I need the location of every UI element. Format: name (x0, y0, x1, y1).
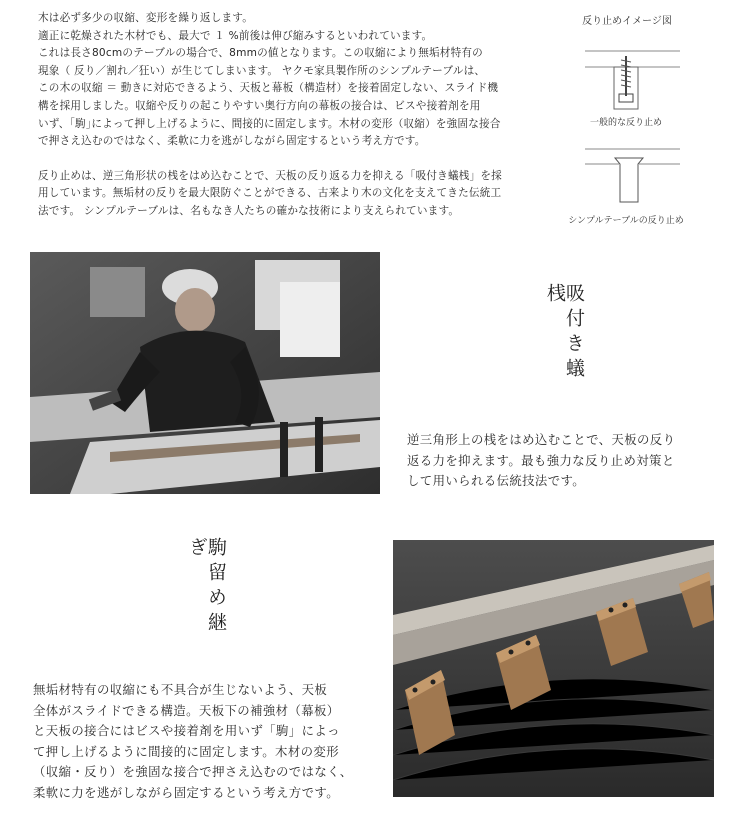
figure-title: 反り止めイメージ図 (582, 16, 672, 27)
intro-paragraph-1: 木は必ず多少の収縮、変形を繰り返します。 適正に乾燥された木材でも、最大で １ %前後は伸び縮みするといわれています。 これは長さ80cmのテーブルの場合で、8mmの値となります。この収縮により無垢材特有の 現象（ 反り／割れ／狂い）が生じてしまいます。 ヤクモ家具製作所のシンプルテーブルは、 この木の収縮 ＝ 動きに対応できるよう、天板と幕板（構造材）を接着固定しない、スライド機 構を採用しました。収縮や反りの起こりやすい奥行方向の幕板の接合は、ビスや接着剤を用 いず、｢駒｣によって押し上げるように、間接的に固定します。木材の変形（収縮）を強固な接合 で押さえ込むのではなく、柔軟に力を逃がしながら固定するという考え方です。 (38, 12, 501, 148)
section2-text: 無垢材特有の収縮にも不具合が生じないよう、天板 全体がスライドできる構造。天板下の補強材（幕板） と天板の接合にはビスや接着剤を用いず「駒」によっ て押し上げるように間接的に固定します。木材の変形 （収縮・反り）を強固な接合で押さえ込むのではなく、 柔軟に力を逃がしながら固定するという考え方です。 (33, 682, 353, 800)
intro-paragraph-2: 反り止めは、逆三角形状の桟をはめ込むことで、天板の反り返る力を抑える「吸付き蟻桟」を採 用しています。無垢材の反りを最大限防ぐことができる、古来より木の文化を支えてきた伝統工 法です。 シンプルテーブルは、名もなき人たちの確かな技術により支えられています。 (38, 169, 502, 217)
general-anti-warp-diagram (575, 38, 685, 118)
section1-heading: 吸付き蟻桟 (544, 283, 585, 383)
section1-text: 逆三角形上の桟をはめ込むことで、天板の反り 返る力を抑えます。最も強力な反り止め対策と して用いられる伝統技法です。 (407, 432, 676, 488)
caption-general: 一般的な反り止め (589, 118, 662, 128)
section2-heading: 駒留め継ぎ (186, 537, 227, 637)
craftsman-photo (30, 252, 380, 494)
joinery-photo (393, 540, 714, 797)
intro-text (38, 10, 558, 221)
caption-simple: シンプルテーブルの反り止め (568, 216, 684, 226)
simple-table-anti-warp-diagram (575, 140, 685, 210)
